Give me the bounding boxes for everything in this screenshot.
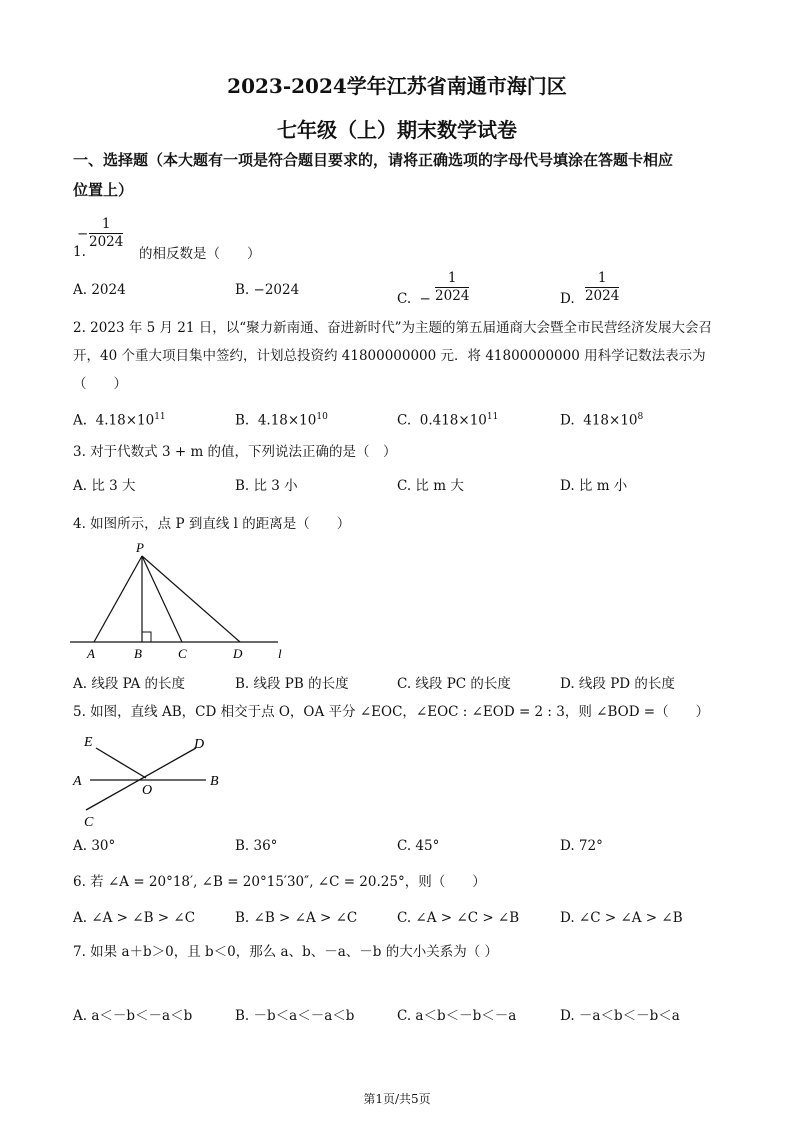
q3-option-a[interactable]: A. 比 3 大 [73, 478, 136, 494]
q3-option-b[interactable]: B. 比 3 小 [235, 478, 298, 494]
q5-label-e: E [84, 735, 93, 750]
q5-label-c: C [84, 815, 94, 830]
q3-option-c[interactable]: C. 比 m 大 [397, 478, 464, 494]
q4-stem: 4. 如图所示，点 P 到直线 l 的距离是（ ） [73, 516, 351, 532]
q1-stem: 的相反数是（ ） [139, 246, 261, 262]
q4-figure [70, 540, 290, 662]
q6-option-b[interactable]: B. ∠B > ∠A > ∠C [235, 910, 358, 926]
q5-option-c[interactable]: C. 45° [397, 838, 440, 854]
q3-option-d[interactable]: D. 比 m 小 [560, 478, 628, 494]
section-heading-line1: 一、选择题（本大题有一项是符合题目要求的，请将正确选项的字母代号填涂在答题卡相应 [73, 151, 674, 169]
q5-option-b[interactable]: B. 36° [235, 838, 278, 854]
q5-stem: 5. 如图，直线 AB，CD 相交于点 O，OA 平分 ∠EOC，∠EOC : ∠EOD = 2 : 3，则 ∠BOD =（ ） [73, 704, 710, 720]
q4-segment-pc [142, 556, 182, 642]
section-heading-line2: 位置上） [73, 181, 134, 199]
q5-label-a: A [73, 774, 82, 789]
q4-label-d: D [233, 646, 243, 661]
section-heading [73, 145, 733, 205]
q6-option-a[interactable]: A. ∠A > ∠B > ∠C [73, 910, 196, 926]
exam-title-line1: 2023-2024学年江苏省南通市海门区 [227, 74, 567, 98]
q1-fraction: − 1 2024 [77, 216, 124, 250]
q4-segment-pd [142, 556, 240, 642]
q5-label-o: O [142, 783, 153, 798]
q2-option-d[interactable]: D. $418\times 10^8$ [560, 412, 644, 429]
q1-option-d[interactable]: D. $\frac{1}{2024}$ [560, 270, 620, 307]
q7-option-a[interactable]: A. a＜－b＜－a＜b [73, 1008, 193, 1024]
q6-stem: 6. 若 ∠A = 20°18′, ∠B = 20°15′30″, ∠C = 20.25°，则（ ） [73, 874, 486, 890]
q1-option-d-fraction: $\frac{1}{2024}$ [584, 270, 620, 304]
q1-option-b[interactable]: B. −2024 [235, 282, 300, 298]
q6-option-c[interactable]: C. ∠A > ∠C > ∠B [397, 910, 520, 926]
q5-ray-oe [96, 748, 146, 778]
question-2 [73, 314, 733, 398]
q2-option-b[interactable]: B. $4.18\times 10^{10}$ [235, 412, 328, 429]
q4-right-angle-mark [142, 632, 151, 642]
q4-label-a: A [87, 646, 95, 661]
q7-option-b[interactable]: B. －b＜a＜－a＜b [235, 1008, 355, 1024]
q2-line1: 2. 2023 年 5 月 21 日，以“聚力新南通、奋进新时代”为主题的第五届通商大会暨全市民营经济发展大会召 [73, 320, 713, 336]
q2-option-a[interactable]: A. $4.18\times 10^{11}$ [73, 412, 166, 429]
q4-option-c[interactable]: C. 线段 PC 的长度 [397, 676, 511, 692]
q4-label-l: l [278, 646, 282, 661]
q7-option-c[interactable]: C. a＜b＜－b＜－a [397, 1008, 517, 1024]
q5-label-b: B [210, 774, 219, 789]
q1-option-a[interactable]: A. 2024 [73, 282, 126, 298]
q7-option-d[interactable]: D. －a＜b＜－b＜a [560, 1008, 680, 1024]
q2-option-c[interactable]: C. $0.418\times 10^{11}$ [397, 412, 499, 429]
q4-option-a[interactable]: A. 线段 PA 的长度 [73, 676, 186, 692]
q3-stem: 3. 对于代数式 3 + m 的值，下列说法正确的是（ ） [73, 444, 397, 460]
q5-line-cd [86, 748, 196, 810]
q5-figure [70, 730, 230, 830]
q4-label-b: B [134, 646, 142, 661]
q4-label-c: C [178, 646, 187, 661]
q5-option-d[interactable]: D. 72° [560, 838, 603, 854]
q2-line3: （ ） [73, 376, 127, 392]
q4-segment-pa [94, 556, 142, 642]
q1-number: 1. [73, 244, 86, 260]
q4-option-b[interactable]: B. 线段 PB 的长度 [235, 676, 349, 692]
q1-option-c[interactable]: C. − $\frac{1}{2024}$ [397, 270, 470, 307]
q5-label-d: D [194, 737, 205, 752]
q6-option-d[interactable]: D. ∠C > ∠A > ∠B [560, 910, 683, 926]
q7-stem: 7. 如果 a＋b＞0，且 b＜0，那么 a、b、－a、－b 的大小关系为（ ） [73, 944, 499, 960]
q4-option-d[interactable]: D. 线段 PD 的长度 [560, 676, 675, 692]
page-number: 第1页/共5页 [363, 1092, 431, 1106]
q5-option-a[interactable]: A. 30° [73, 838, 116, 854]
exam-title-line2: 七年级（上）期末数学试卷 [277, 118, 517, 142]
q4-label-p: P [136, 540, 144, 555]
q1-option-c-fraction: $\frac{1}{2024}$ [435, 270, 470, 304]
q2-line2: 开，40 个重大项目集中签约，计划总投资约 41800000000 元．将 41800000000 用科学记数法表示为 [73, 348, 706, 364]
